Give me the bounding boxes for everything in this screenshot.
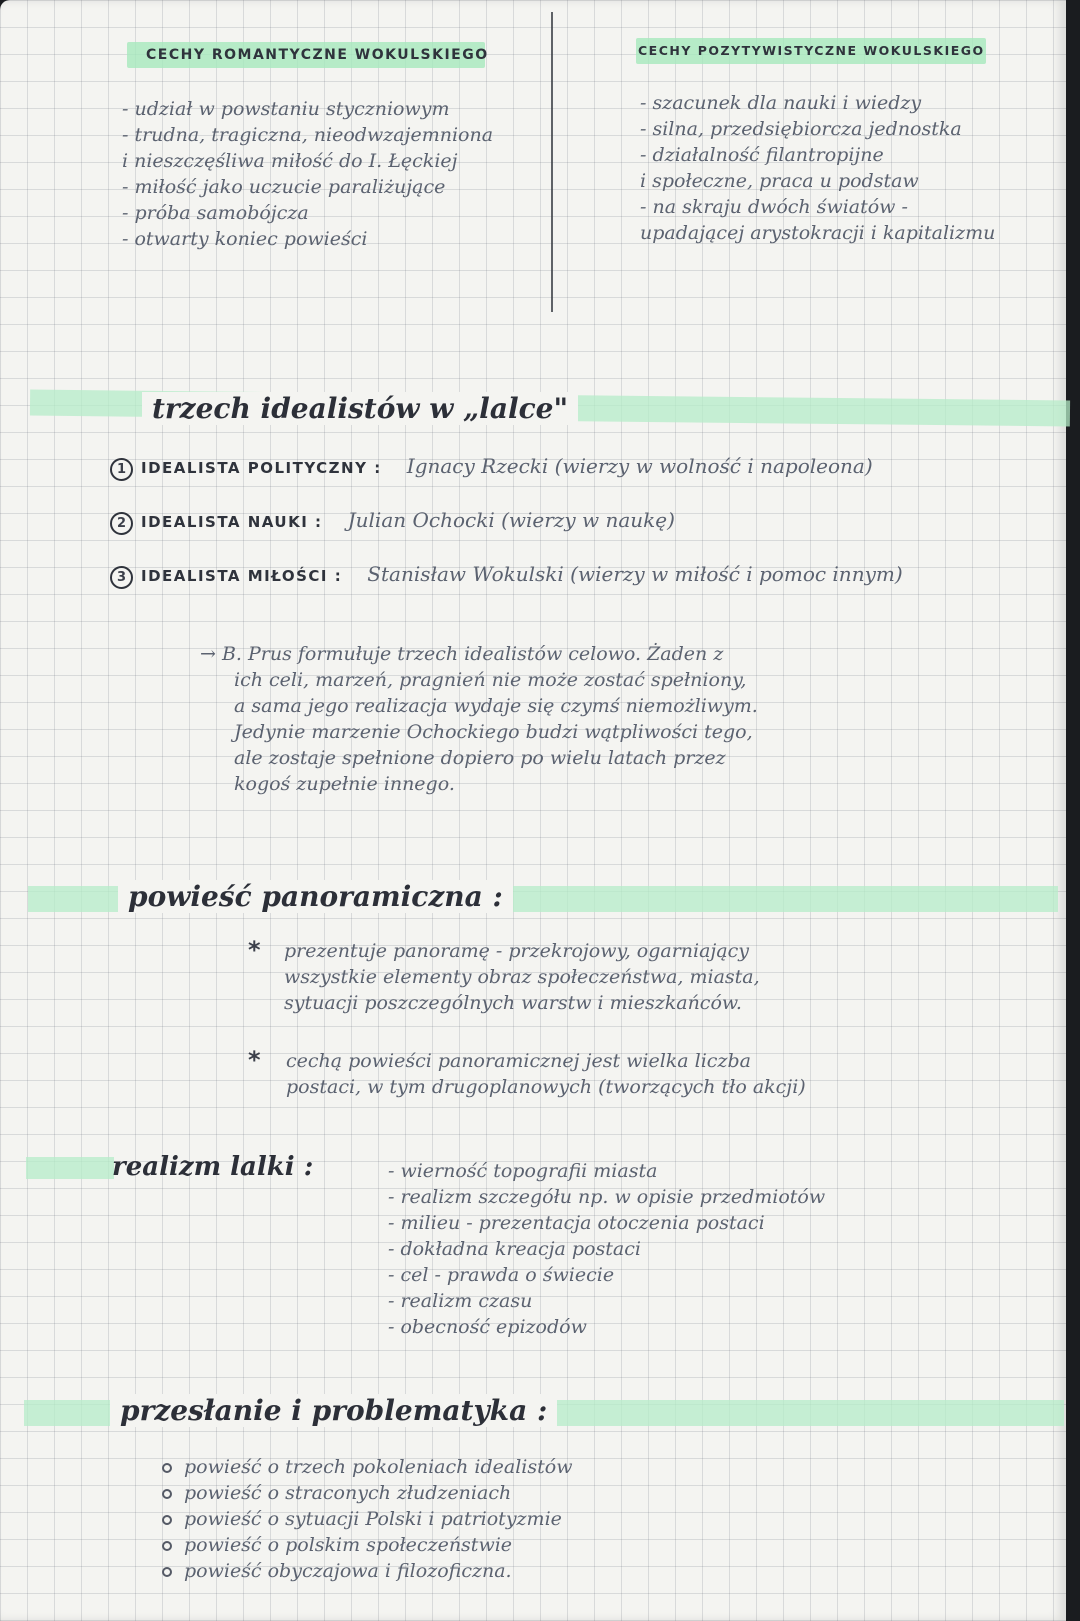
idealist-item xyxy=(110,454,873,481)
point-line: cechą powieści panoramicznej jest wielka liczba xyxy=(286,1050,751,1072)
circle-bullet-icon xyxy=(162,1541,172,1551)
item-text: powieść o straconych złudzeniach xyxy=(184,1482,512,1504)
number-badge: 1 xyxy=(110,458,133,481)
note-line: ich celi, marzeń, pragnień nie może zostać spełniony, xyxy=(234,669,747,691)
list-item: - milieu - prezentacja otoczenia postaci xyxy=(388,1212,765,1234)
list-item: - na skraju dwóch światów - xyxy=(640,196,908,218)
column-divider xyxy=(551,12,553,312)
realism-title: realizm lalki : xyxy=(112,1152,314,1182)
point-line: wszystkie elementy obraz społeczeństwa, miasta, xyxy=(284,966,760,988)
list-item: - otwarty koniec powieści xyxy=(122,228,368,250)
list-item xyxy=(162,1508,562,1530)
message-title: przesłanie i problematyka : xyxy=(110,1394,557,1427)
idealist-item xyxy=(110,508,675,535)
list-item: - próba samobójcza xyxy=(122,202,309,224)
idealists-title: trzech idealistów w „lalce" xyxy=(142,392,578,425)
list-item: - wierność topografii miasta xyxy=(388,1160,658,1182)
list-item xyxy=(162,1534,512,1556)
list-item: upadającej arystokracji i kapitalizmu xyxy=(640,222,996,244)
note-line: a sama jego realizacja wydaje się czymś niemożliwym. xyxy=(234,695,758,717)
list-item: i nieszczęśliwa miłość do I. Łęckiej xyxy=(122,150,458,172)
point-line: sytuacji poszczególnych warstw i mieszkańców. xyxy=(284,992,742,1014)
item-text: powieść o trzech pokoleniach idealistów xyxy=(184,1456,573,1478)
idealist-label: IDEALISTA POLITYCZNY : xyxy=(141,459,382,477)
list-item: - dokładna kreacja postaci xyxy=(388,1238,641,1260)
list-item xyxy=(162,1482,511,1504)
circle-bullet-icon xyxy=(162,1463,172,1473)
item-text: powieść obyczajowa i filozoficzna. xyxy=(184,1560,512,1582)
list-item: - udział w powstaniu styczniowym xyxy=(122,98,450,120)
idealist-text: Ignacy Rzecki (wierzy w wolność i napoleona) xyxy=(406,454,873,478)
list-item: - realizm czasu xyxy=(388,1290,533,1312)
positivist-heading: CECHY POZYTYWISTYCZNE WOKULSKIEGO xyxy=(638,43,985,58)
list-item: - realizm szczegółu np. w opisie przedmiotów xyxy=(388,1186,826,1208)
idealist-label: IDEALISTA MIŁOŚCI : xyxy=(141,567,343,585)
note-line: ale zostaje spełnione dopiero po wielu latach przez xyxy=(234,747,726,769)
circle-bullet-icon xyxy=(162,1515,172,1525)
number-badge: 2 xyxy=(110,512,133,535)
note-line: kogoś zupełnie innego. xyxy=(234,773,455,795)
note-line: Jedynie marzenie Ochockiego budzi wątpliwości tego, xyxy=(234,721,753,743)
point-line: postaci, w tym drugoplanowych (tworzących tło akcji) xyxy=(286,1076,806,1098)
idealist-text: Stanisław Wokulski (wierzy w miłość i pomoc innym) xyxy=(367,562,903,586)
highlight-band xyxy=(26,1157,114,1179)
item-text: powieść o polskim społeczeństwie xyxy=(184,1534,513,1556)
list-item: - cel - prawda o świecie xyxy=(388,1264,615,1286)
idealist-label: IDEALISTA NAUKI : xyxy=(141,513,323,531)
idealist-item xyxy=(110,562,903,589)
circle-bullet-icon xyxy=(162,1489,172,1499)
note-line: → B. Prus formułuje trzech idealistów celowo. Żaden z xyxy=(200,643,724,665)
number-badge: 3 xyxy=(110,566,133,589)
star-bullet: * xyxy=(248,936,261,964)
circle-bullet-icon xyxy=(162,1567,172,1577)
star-bullet: * xyxy=(248,1046,261,1074)
list-item xyxy=(162,1560,512,1582)
list-item xyxy=(162,1456,572,1478)
point-line: prezentuje panoramę - przekrojowy, ogarniający xyxy=(284,940,750,962)
list-item: - silna, przedsiębiorcza jednostka xyxy=(640,118,962,140)
idealist-text: Julian Ochocki (wierzy w naukę) xyxy=(347,508,675,532)
list-item: - trudna, tragiczna, nieodwzajemniona xyxy=(122,124,494,146)
panorama-title: powieść panoramiczna : xyxy=(118,880,513,913)
romantic-heading: CECHY ROMANTYCZNE WOKULSKIEGO xyxy=(146,47,489,63)
list-item: - szacunek dla nauki i wiedzy xyxy=(640,92,922,114)
item-text: powieść o sytuacji Polski i patriotyzmie xyxy=(184,1508,562,1530)
list-item: - działalność filantropijne xyxy=(640,144,884,166)
list-item: - obecność epizodów xyxy=(388,1316,587,1338)
list-item: - miłość jako uczucie paraliżujące xyxy=(122,176,446,198)
list-item: i społeczne, praca u podstaw xyxy=(640,170,919,192)
